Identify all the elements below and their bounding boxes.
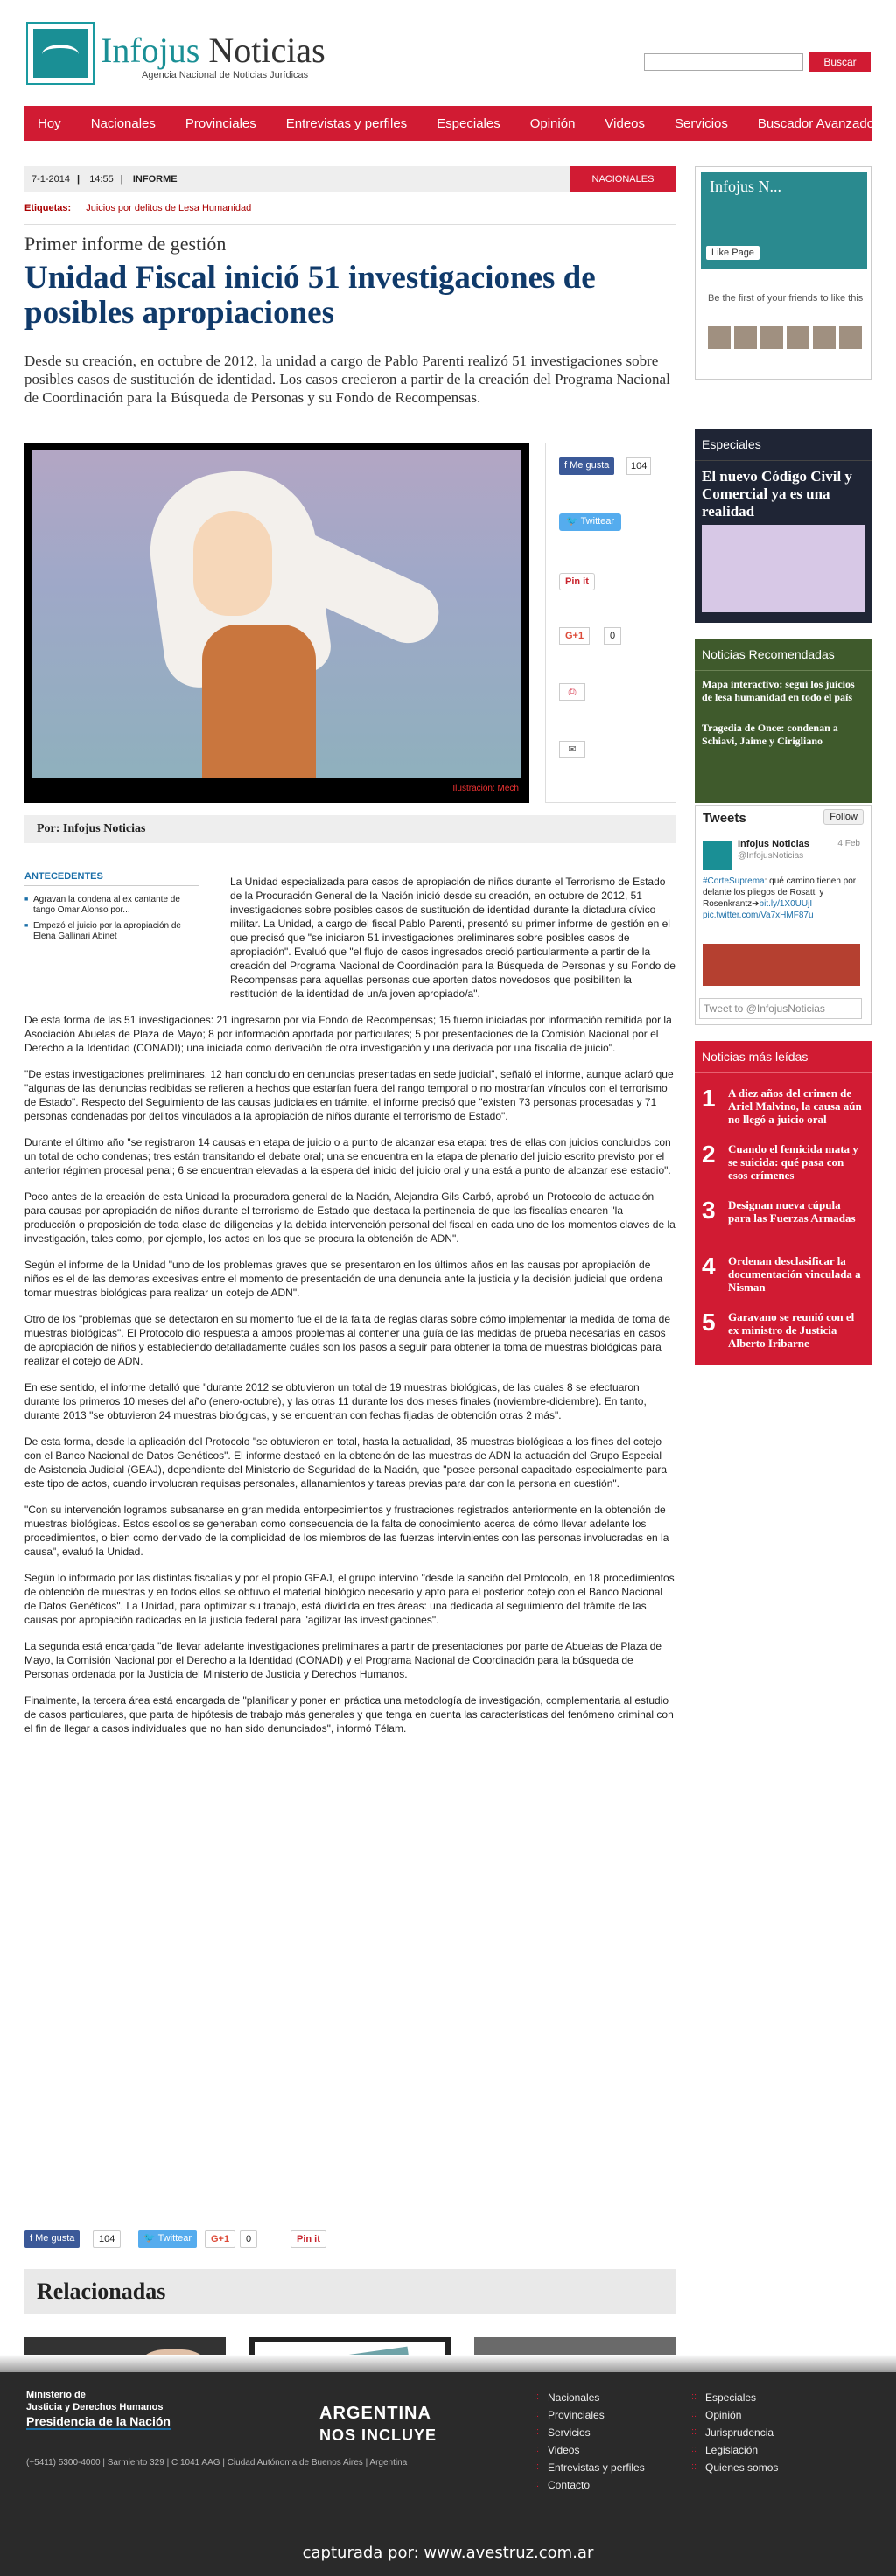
article-paragraph: La Unidad especializada para casos de apropiación de niños durante el Terrorismo de Estado de la Procuración General de la Nación inició desde su creación, en octubre de 2012, 51 investigaciones sobre posibles casos de sustitución de identidad durante la dictadura cívico militar. La Unidad, a cargo del fiscal Pablo Parenti, presentó su primer informe de gestión en el que precisó que "se iniciaron 51 investigaciones preliminares sobre posibles casos de apropiación". Evaluó que "el flujo de casos ingresados creció particularmente a partir de la creación del Programa Nacional de Coordinación para la Búsqueda de Personas y su Fondo de Recompensas para aquellas personas que aporten datos novedosos que posibiliten la restitución de la identidad de un/a joven apropiado/a". [230, 876, 676, 1000]
tweet-date: 4 Feb [837, 839, 860, 848]
article-paragraph: Según lo informado por las distintas fiscalías y por el propio GEAJ, el grupo intervino "desde la sanción del Protocolo, en 18 procedimientos de obtención de muestras y en todos ellos se obtuvo el material biológico necesario y apto para el posterior cotejo con el Banco Nacional de Datos Genéticos". La Unidad, para optimizar su trabajo, está dividida en tres áreas: una dedicada al seguimiento del trámite de las causas por apropiación radicadas en la justicia federal para "agilizar las investigaciones". [24, 1572, 675, 1626]
footer-link[interactable]: :: Quienes somos [691, 2461, 778, 2474]
article-paragraph: Según el informe de la Unidad "uno de los problemas graves que se presentaron en los últimos años en las causas por apropiación de niños es el de las demoras excesivas entre el momento de presentación de una denuncia ante la justicia y la decisión judicial que ordena tomar muestras biológicas para realizar un cotejo de ADN". [24, 1259, 663, 1299]
nav-item[interactable]: Buscador Avanzado [757, 115, 875, 131]
recomendada-item[interactable]: Tragedia de Once: condenan a Schiavi, Jaime y Cirigliano [702, 722, 838, 747]
footer-ministerio-1: Ministerio de [26, 2390, 86, 2400]
nav-item[interactable]: Nacionales [90, 115, 156, 131]
nav-item[interactable]: Videos [605, 115, 646, 131]
facebook-like-button[interactable]: f Me gusta [559, 457, 614, 475]
footer-link[interactable]: :: Legislación [691, 2444, 778, 2456]
article-title: Unidad Fiscal inició 51 investigaciones de posibles apropiaciones [24, 260, 596, 331]
tweets-title: Tweets [703, 811, 746, 826]
footer-links-col2 [691, 2391, 778, 2479]
section-tag[interactable]: NACIONALES [570, 166, 676, 192]
footer-ministerio-2: Justicia y Derechos Humanos [26, 2402, 164, 2412]
mas-leida-title[interactable]: Ordenan desclasificar la documentación vinculada a Nisman [728, 1254, 861, 1294]
google-plus-button-bottom[interactable]: G+1 [205, 2230, 235, 2248]
footer-link[interactable]: :: Especiales [691, 2391, 778, 2404]
tags-row [24, 203, 251, 213]
facebook-like-button-bottom[interactable]: f Me gusta [24, 2230, 80, 2248]
footer-argentina: ARGENTINA [319, 2404, 431, 2423]
especiales-headline[interactable]: El nuevo Código Civil y Comercial ya es una realidad [702, 468, 852, 520]
google-plus-count-bottom: 0 [240, 2230, 257, 2248]
nav-item[interactable]: Servicios [675, 115, 728, 131]
article-kicker: Primer informe de gestión [24, 233, 227, 255]
article-paragraph: Durante el último año "se registraron 14 causas en etapa de juicio o a punto de alcanzar esa etapa: tres de ellas con juicios concluidos con un total de ocho condenas; tres están transitando el debate oral; una se encuentra en la etapa de plenario del juicio escrito previsto por el anterior régimen procesal penal; 6 se encuentran elevadas a la espera del inicio del juicio oral y una está a punto de alcanzar ese estadio". [24, 1136, 671, 1176]
bottom-share-bar [24, 2230, 676, 2251]
footer-link[interactable]: :: Nacionales [534, 2391, 645, 2404]
footer-shadow [0, 2355, 896, 2372]
twitter-widget [695, 805, 872, 1025]
tweet-image[interactable] [703, 944, 860, 986]
footer-link[interactable]: :: Jurisprudencia [691, 2426, 778, 2439]
site-tagline: Agencia Nacional de Noticias Jurídicas [142, 70, 309, 80]
article-date: 7-1-2014 [32, 174, 71, 185]
mas-leida-item[interactable] [702, 1197, 868, 1249]
tweet-pic-link[interactable]: pic.twitter.com/Va7xHMF87u [703, 911, 814, 920]
facebook-like-count: 104 [626, 457, 651, 475]
antecedentes-title: ANTECEDENTES [24, 871, 200, 886]
pinterest-button[interactable]: Pin it [559, 573, 595, 590]
logo-text-b: Noticias [208, 31, 326, 70]
tweet-author-name[interactable]: Infojus Noticias [738, 839, 809, 849]
fb-like-label-bottom: Me gusta [35, 2233, 75, 2244]
article-paragraph: En ese sentido, el informe detalló que "durante 2012 se obtuvieron un total de 19 muestras biológicas, de las cuales 8 se efectuaron durante los primeros 10 meses del año (enero-octubre), y las otras 11 durante los dos meses finales (noviembre-diciembre). En tanto, durante 2013 "se obtuvieron 24 muestras biológicas, y se encuentran con fechas fijadas de obtención otras 2 más". [24, 1381, 647, 1421]
article-time: 14:55 [89, 174, 114, 185]
article-paragraph: La segunda está encargada "de llevar adelante investigaciones preliminares a partir de presentaciones por parte de Abuelas de Plaza de Mayo, la Comisión Nacional por el Derecho a la Identidad (CONADI) y el Programa Nacional de Coordinación para la búsqueda de Personas ordenada por la Justicia del Ministerio de Justicia y Derechos Humanos. [24, 1640, 662, 1680]
tweet-to-input[interactable]: Tweet to @InfojusNoticias [699, 998, 862, 1019]
tweet-text [703, 876, 860, 921]
logo-icon[interactable] [26, 22, 94, 85]
twitter-avatar[interactable] [703, 841, 732, 870]
relacionadas-title: Relacionadas [24, 2269, 676, 2314]
mas-leida-number: 3 [702, 1197, 716, 1224]
footer-link[interactable]: :: Entrevistas y perfiles [534, 2461, 645, 2474]
article-paragraph: Otro de los "problemas que se detectaron en su momento fue el de la falta de reglas claras sobre cómo implementar la medida de toma de muestras biológicas". El Protocolo dio respuesta a ambos problemas al contener una guía de las medidas de prueba necesarias en casos de apropiación de niños y estableciendo detalladamente cuáles son los pasos a seguir para obtener la toma de muestras biológicas para realizar el cotejo de ADN. [24, 1313, 670, 1367]
mas-leida-item[interactable] [702, 1141, 868, 1193]
tweet-author-handle: @InfojusNoticias [738, 851, 804, 861]
pinterest-button-bottom[interactable]: Pin it [290, 2230, 326, 2248]
nav-item[interactable]: Opinión [529, 115, 576, 131]
nav-item[interactable]: Hoy [38, 115, 61, 131]
article-type: INFORME [132, 174, 178, 185]
twitter-share-button-bottom[interactable]: 🐦 Twittear [138, 2230, 197, 2248]
search-button[interactable]: Buscar [809, 52, 871, 72]
tweet-body: : qué camino tienen por delante los pliegos de Rosatti y Rosenkrantz➔ [703, 876, 857, 909]
especiales-title: Especiales [695, 429, 872, 461]
search-input[interactable] [644, 53, 803, 71]
google-plus-button[interactable]: G+1 [559, 627, 590, 645]
main-nav [24, 106, 875, 141]
article-lead: Desde su creación, en octubre de 2012, la unidad a cargo de Pablo Parenti realizó 51 investigaciones sobre posibles casos de sustitución de identidad. Los casos crecieron a partir de la creación del Programa Nacional de Coordinación para la Búsqueda de Personas y su Fondo de Recompensas. [24, 353, 670, 406]
footer-link[interactable]: :: Videos [534, 2444, 645, 2456]
article-paragraph: Poco antes de la creación de esta Unidad la procuradora general de la Nación, Alejandra Gils Carbó, aprobó un Protocolo de actuación para causas por apropiación de niños durante el terrorismo de Estado que destaca la pertinencia de que las fiscalías encaren "la producción o proposición de toda clase de diligencias y la debida intervención personal del fiscal en cada uno de los momentos claves de la investigación, tales como, por ejemplo, los actos en los que se procura la obtención de ADN". [24, 1190, 676, 1245]
nav-item[interactable]: Especiales [437, 115, 500, 131]
article-author: Por: Infojus Noticias [24, 815, 676, 843]
mas-leidas-box [695, 1041, 872, 1365]
footer-nos-incluye: NOS INCLUYE [319, 2426, 438, 2444]
mas-leida-title[interactable]: Cuando el femicida mata y se suicida: qué pasa con esos crímenes [728, 1142, 858, 1182]
twitter-follow-button[interactable]: Follow [823, 809, 864, 825]
footer-address: (+5411) 5300-4000 | Sarmiento 329 | C 1041 AAG | Ciudad Autónoma de Buenos Aires | Argentina [26, 2458, 408, 2468]
facebook-widget [695, 166, 872, 380]
mas-leida-title[interactable]: A diez años del crimen de Ariel Malvino, la causa aún no llegó a juicio oral [728, 1086, 862, 1126]
mas-leida-item[interactable] [702, 1309, 868, 1361]
footer-link[interactable]: :: Opinión [691, 2409, 778, 2421]
article-paragraph: De esta forma, desde la aplicación del Protocolo "se obtuvieron en total, hasta la actualidad, 35 muestras biológicas a los fines del cotejo con el Banco Nacional de Datos Genéticos". El informe destacó en la obtención de las muestras de ADN la actuación del Grupo Especial de Asistencia Judicial (GEAJ), dependiente del Ministerio de Seguridad de la Nación, que "posee personal capacitado especialmente para este tipo de actos, cuando involucran requisas personales, allanamientos y tareas previas para dar con la persona en cuestión". [24, 1435, 668, 1490]
twitter-share-button[interactable]: 🐦 Twittear [559, 513, 621, 531]
article-body [24, 875, 676, 1748]
illustration [32, 450, 521, 778]
fb-like-label: Me gusta [570, 460, 610, 471]
tweet-hashtag[interactable]: #CorteSuprema [703, 876, 765, 886]
footer-link[interactable]: :: Servicios [534, 2426, 645, 2439]
tw-label: Twittear [580, 516, 615, 527]
logo-text-a: Infojus [101, 31, 200, 70]
article-paragraph: "De estas investigaciones preliminares, 12 han concluido en denuncias presentadas en sede judicial", señaló el informe, aunque aclaró que "algunas de las denuncias recibidas se refieren a hechos que estarían fuera del rango temporal o no mostrarían vínculos con el terrorismo de Estado". Respecto del Seguimiento de las causas judiciales en trámite, el informe precisó que "existen 73 personas procesadas y 71 personas condenadas por delitos vinculados a la apropiación de niños durante el terrorismo de Estado". [24, 1068, 674, 1122]
mas-leida-item[interactable] [702, 1253, 868, 1305]
article-image [24, 443, 529, 803]
mas-leida-item[interactable] [702, 1085, 868, 1137]
site-logo-title[interactable] [101, 30, 326, 71]
recomendadas-box [695, 639, 872, 803]
facebook-like-count-bottom: 104 [93, 2230, 121, 2248]
recomendada-item[interactable]: Mapa interactivo: seguí los juicios de lesa humanidad en todo el país [702, 678, 855, 703]
mas-leida-title[interactable]: Designan nueva cúpula para las Fuerzas Armadas [728, 1198, 856, 1225]
share-column [545, 443, 676, 803]
divider [24, 224, 676, 225]
tw-label-bottom: Twittear [158, 2233, 192, 2244]
footer-link[interactable]: :: Provinciales [534, 2409, 645, 2421]
mas-leida-number: 2 [702, 1141, 716, 1168]
article-paragraph: "Con su intervención logramos subsanarse en gran medida entorpecimientos y frustraciones registrados anteriormente en la obtención de muestras biológicas. Estos escollos se generaban como consecuencia de la falta de conocimiento acerca de cómo llevar adelante los procedimientos, o bien como derivado de la complicidad de los miembros de las fuerzas intervinientes con las personas involucradas en la causa", evaluó la Unidad. [24, 1504, 669, 1558]
image-caption: Ilustración: Mech [452, 784, 519, 793]
tweet-link[interactable]: bit.ly/1X0UUjI [759, 899, 813, 909]
date-bar: 7-1-2014 | 14:55 | INFORME NACIONALES [24, 166, 676, 192]
facebook-cover [701, 172, 867, 269]
fb-like-page-button[interactable]: Like Page [706, 246, 760, 260]
google-plus-count: 0 [604, 627, 621, 645]
antecedente-link[interactable]: ■ Empezó el juicio por la apropiación de Elena Gallinari Abinet [24, 921, 200, 942]
mas-leidas-title: Noticias más leídas [695, 1041, 872, 1073]
print-icon[interactable]: ⎙ [559, 683, 585, 701]
antecedentes-list [24, 895, 200, 942]
site-header [0, 0, 896, 105]
fb-friends-text: Be the first of your friends to like this [708, 293, 864, 304]
tag-link[interactable]: Juicios por delitos de Lesa Humanidad [86, 203, 252, 213]
mas-leida-number: 4 [702, 1253, 716, 1280]
antecedentes-box [24, 871, 200, 947]
article-paragraph: Finalmente, la tercera área está encargada de "planificar y poner en práctica una metodología de investigación, complementaria al estudio de casos particulares, que parta de hipótesis de trabajo más generales y que tenga en cuenta las características del fenómeno criminal con el fin de llegar a casos individuales que no han sido denunciados", informó Télam. [24, 1694, 674, 1735]
capture-credit: capturada por: www.avestruz.com.ar [302, 2544, 594, 2562]
footer-links-col1 [534, 2391, 645, 2496]
mas-leida-title[interactable]: Garavano se reunió con el ex ministro de Justicia Alberto Iribarne [728, 1310, 855, 1350]
footer-link[interactable]: :: Contacto [534, 2479, 645, 2491]
fb-page-name[interactable]: Infojus N... [710, 178, 781, 195]
especiales-image [702, 525, 864, 612]
recomendadas-title: Noticias Recomendadas [695, 639, 872, 671]
email-icon[interactable]: ✉ [559, 741, 585, 758]
mas-leida-number: 5 [702, 1309, 716, 1336]
nav-item[interactable]: Entrevistas y perfiles [285, 115, 408, 131]
article-paragraph: De esta forma de las 51 investigaciones: 21 ingresaron por vía Fondo de Recompensas; 15 fueron iniciadas por información remitida por la Asociación Abuelas de Plaza de Mayo; 8 por información aportada por particulares; 5 por presentaciones de la Comisión Nacional por el Derecho a la Identidad (CONADI); una iniciada como derivación de otra investigación y una derivada por una fiscalía de juicio". [24, 1014, 672, 1054]
site-footer [0, 2372, 896, 2576]
footer-presidencia: Presidencia de la Nación [26, 2414, 171, 2428]
nav-item[interactable]: Provinciales [185, 115, 256, 131]
tags-label: Etiquetas: [24, 203, 72, 213]
fb-faces [708, 326, 862, 349]
especiales-box[interactable] [695, 429, 872, 623]
mas-leida-number: 1 [702, 1085, 716, 1112]
antecedente-link[interactable]: ■ Agravan la condena al ex cantante de tango Omar Alonso por... [24, 895, 200, 916]
